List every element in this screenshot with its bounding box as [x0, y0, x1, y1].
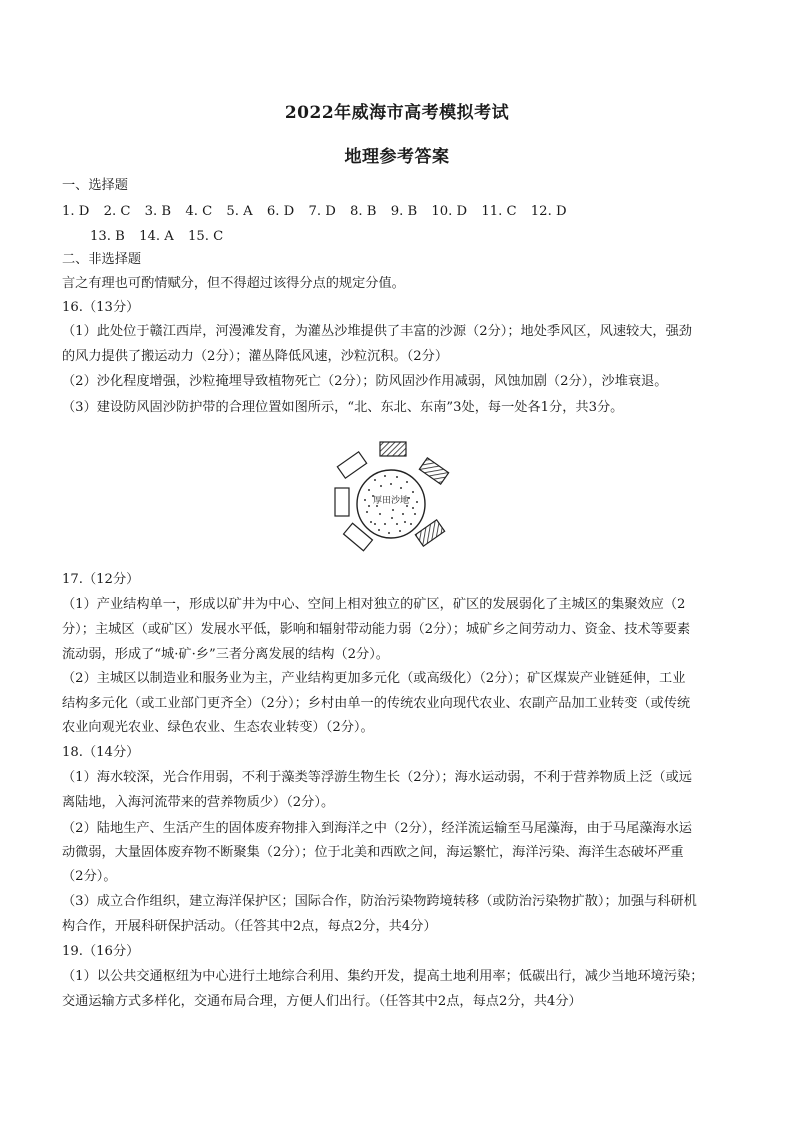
- q19-line: 交通运输方式多样化，交通布局合理，方便人们出行。（任答其中2点，每点2分，共4分）: [62, 994, 582, 1009]
- q17-line: 农业向观光农业、绿色农业、生态农业转变）（2分）。: [62, 720, 374, 735]
- answer-item: 7. D: [308, 204, 336, 219]
- page-title: 2022年威海市高考模拟考试: [284, 103, 510, 123]
- section1-heading: 一、选择题: [62, 178, 128, 193]
- belt-northeast: [419, 458, 448, 484]
- answer-grid: [62, 199, 762, 249]
- answer-item: 2. C: [103, 204, 131, 219]
- q17-header: 17.（12分）: [62, 572, 140, 587]
- q18-line: 离陆地，入海河流带来的营养物质少）（2分）。: [62, 795, 335, 810]
- q18-line: （1）海水较深，光合作用弱，不利于藻类等浮游生物生长（2分）；海水运动弱，不利于营养物质上泛（或远: [62, 770, 692, 785]
- belt-northwest: [337, 452, 366, 478]
- answer-item: 10. D: [431, 204, 468, 219]
- q19-header: 19.（16分）: [62, 944, 140, 959]
- sand-dune-figure: [325, 438, 455, 568]
- q18-line: （2分）。: [62, 869, 117, 884]
- q17-line: 结构多元化（或工业部门更齐全）（2分）；乡村由单一的传统农业向现代农业、农副产品加工业转变（或传统: [62, 696, 691, 711]
- answer-item: 14. A: [139, 229, 174, 244]
- q17-line: （1）产业结构单一，形成以矿井为中心、空间上相对独立的矿区，矿区的发展弱化了主城区的集聚效应（2: [62, 597, 686, 612]
- page-subtitle: 地理参考答案: [344, 147, 450, 167]
- answer-item: 3. B: [144, 204, 172, 219]
- q19-line: （1）以公共交通枢纽为中心进行土地综合利用、集约开发，提高土地利用率；低碳出行，减少当地环境污染；: [62, 969, 704, 984]
- section2-heading: 二、非选择题: [62, 252, 142, 267]
- answer-item: 11. C: [481, 204, 517, 219]
- answer-item: 8. B: [350, 204, 377, 219]
- answer-item: 4. C: [185, 204, 213, 219]
- belt-west: [335, 488, 349, 516]
- belt-north: [380, 442, 406, 456]
- sand-area-label: 厚田沙地: [372, 496, 410, 506]
- q17-line: 流动弱，形成了“城·矿·乡”三者分离发展的结构（2分）。: [62, 647, 389, 662]
- answer-item: 6. D: [266, 204, 295, 219]
- q17-line: 分）；主城区（或矿区）发展水平低，影响和辐射带动能力弱（2分）；城矿乡之间劳动力、资金、技术等要素: [62, 622, 691, 637]
- q16-line: 的风力提供了搬运动力（2分）；灌丛降低风速，沙粒沉积。（2分）: [62, 349, 449, 364]
- q18-line: 构合作，开展科研保护活动。（任答其中2点，每点2分，共4分）: [62, 919, 437, 934]
- answer-item: 5. A: [226, 204, 253, 219]
- answer-row-2: [62, 224, 762, 249]
- q16-header: 16.（13分）: [62, 300, 140, 315]
- q16-line: （1）此处位于赣江西岸，河漫滩发育，为灌丛沙堆提供了丰富的沙源（2分）；地处季风区，风速较大，强劲: [62, 324, 692, 339]
- answer-row-1: [62, 199, 762, 224]
- answer-item: 1. D: [62, 204, 90, 219]
- q18-line: （2）陆地生产、生活产生的固体废弃物排入到海洋之中（2分），经洋流运输至马尾藻海，由于马尾藻海水运: [62, 821, 692, 836]
- q18-line: （3）成立合作组织，建立海洋保护区；国际合作，防治污染物跨境转移（或防治污染物扩散）；加强与科研机: [62, 894, 697, 909]
- q18-header: 18.（14分）: [62, 745, 140, 760]
- answer-item: 12. D: [530, 204, 567, 219]
- q16-line: （3）建设防风固沙防护带的合理位置如图所示，“北、东北、东南”3处，每一处各1分，共3分。: [62, 400, 624, 415]
- answer-item: 13. B: [90, 229, 125, 244]
- answer-item: 9. B: [390, 204, 418, 219]
- q18-line: 动微弱，大量固体废弃物不断聚集（2分）；位于北美和西欧之间，海运繁忙，海洋污染、海洋生态破坏严重: [62, 845, 684, 860]
- belt-southeast: [415, 520, 444, 546]
- q16-line: （2）沙化程度增强，沙粒掩埋导致植物死亡（2分）；防风固沙作用减弱，风蚀加剧（2分），沙堆衰退。: [62, 374, 668, 389]
- scoring-note: 言之有理也可酌情赋分，但不得超过该得分点的规定分值。: [62, 276, 405, 291]
- answer-item: 15. C: [187, 229, 224, 244]
- q17-line: （2）主城区以制造业和服务业为主，产业结构更加多元化（或高级化）（2分）；矿区煤炭产业链延伸，工业: [62, 671, 686, 686]
